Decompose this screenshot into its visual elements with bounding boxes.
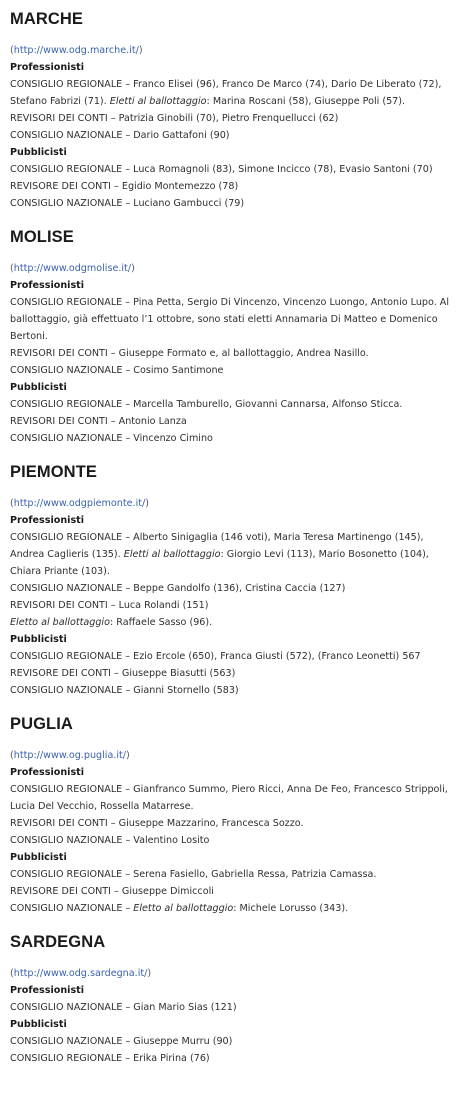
result-text: REVISORI DEI CONTI – Luca Rolandi (151) [10,600,209,611]
result-text: CONSIGLIO REGIONALE – Alberto Sinigaglia (146 voti), Maria Teresa Martinengo (145), Andrea Caglieris (135). [10,532,424,560]
result-text: CONSIGLIO NAZIONALE – Beppe Gandolfo (136), Cristina Caccia (127) [10,583,346,594]
paren-open: ( [10,263,14,274]
result-text: CONSIGLIO REGIONALE – Serena Fasiello, Gabriella Ressa, Patrizia Camassa. [10,869,377,880]
ballot-note: Eletto al ballottaggio [133,903,234,914]
election-result-line [10,345,460,362]
election-result-line [10,648,460,665]
election-result-line [10,883,460,900]
election-result-line [10,832,460,849]
region-section [10,8,460,212]
category-heading: Pubblicisti [10,852,67,863]
category-heading: Pubblicisti [10,634,67,645]
result-text: : Michele Lorusso (343). [233,903,349,914]
election-result-line [10,781,460,815]
paren-close: ) [138,45,143,56]
paren-close: ) [126,750,130,761]
category-heading: Professionisti [10,767,85,778]
result-text: : Marina Roscani (58), Giuseppe Poli (57). [206,96,406,107]
region-title: SARDEGNA [10,933,106,951]
region-section [10,461,460,699]
result-text: : Raffaele Sasso (96). [109,617,213,628]
election-result-line [10,580,460,597]
region-section [10,713,460,917]
result-text: CONSIGLIO NAZIONALE – Luciano Gambucci (79) [10,198,245,209]
result-text: CONSIGLIO REGIONALE – Erika Pirina (76) [10,1053,210,1064]
election-result-line [10,682,460,699]
region-website-link[interactable]: http://www.odg.sardegna.it/ [13,968,148,979]
election-result-line [10,76,460,110]
election-result-line [10,430,460,447]
election-result-line [10,529,460,580]
result-text: CONSIGLIO REGIONALE – Pina Petta, Sergio Di Vincenzo, Vincenzo Luongo, Antonio Lupo. Al ballottaggio, già effettuato l’1 ottobre, sono stati eletti Annamaria Di Matteo e Domenico Bertoni. [10,297,450,342]
ballot-note: Eletto al ballottaggio [10,617,110,628]
election-result-line [10,1050,460,1067]
category-heading: Professionisti [10,985,85,996]
result-text: CONSIGLIO REGIONALE – Ezio Ercole (650), Franca Giusti (572), (Franco Leonetti) 567 [10,651,421,662]
election-result-line [10,294,460,345]
result-text: CONSIGLIO NAZIONALE – Valentino Losito [10,835,210,846]
election-result-line [10,110,460,127]
election-result-line [10,127,460,144]
category-heading: Professionisti [10,280,85,291]
category-heading: Pubblicisti [10,382,67,393]
result-text: : Giorgio Levi (113), Mario Bosonetto (104), Chiara Priante (103). [10,549,429,577]
region-section [10,931,460,1067]
region-website-line [10,965,460,982]
result-text: REVISORI DEI CONTI – Antonio Lanza [10,416,187,427]
category-heading: Professionisti [10,62,85,73]
paren-open: ( [10,498,14,509]
result-text: CONSIGLIO REGIONALE – Marcella Tamburello, Giovanni Cannarsa, Alfonso Sticca. [10,399,403,410]
election-result-line [10,362,460,379]
region-title: MARCHE [10,10,84,28]
election-result-line [10,665,460,682]
region-website-link[interactable]: http://www.odgpiemonte.it/ [13,498,146,509]
category-heading: Pubblicisti [10,1019,67,1030]
election-result-line [10,900,460,917]
region-title: PUGLIA [10,715,73,733]
region-website-line [10,260,460,277]
result-text: CONSIGLIO NAZIONALE – Giuseppe Murru (90) [10,1036,233,1047]
paren-open: ( [10,750,14,761]
ballot-note: Eletti al ballottaggio [123,549,221,560]
election-result-line [10,195,460,212]
election-result-line [10,999,460,1016]
paren-close: ) [145,498,149,509]
section-spacer [10,699,460,713]
election-result-line [10,161,460,178]
result-text: CONSIGLIO NAZIONALE – Cosimo Santimone [10,365,224,376]
region-website-link[interactable]: http://www.og.puglia.it/ [13,750,127,761]
region-title: MOLISE [10,228,74,246]
election-result-line [10,597,460,614]
region-website-link[interactable]: http://www.odg.marche.it/ [13,45,139,56]
paren-open: ( [10,968,14,979]
paren-close: ) [147,968,152,979]
result-text: REVISORE DEI CONTI – Egidio Montemezzo (78) [10,181,239,192]
region-website-link[interactable]: http://www.odgmolise.it/ [13,263,132,274]
region-website-line [10,42,460,59]
region-website-line [10,747,460,764]
result-text: CONSIGLIO NAZIONALE – Vincenzo Cimino [10,433,213,444]
result-text: CONSIGLIO NAZIONALE – Gian Mario Sias (121) [10,1002,237,1013]
election-result-line [10,866,460,883]
election-result-line [10,396,460,413]
result-text: CONSIGLIO REGIONALE – Gianfranco Summo, Piero Ricci, Anna De Feo, Francesco Strippoli, Lucia Del Vecchio, Rossella Matarrese. [10,784,448,812]
region-website-line [10,495,460,512]
result-text: REVISORI DEI CONTI – Patrizia Ginobili (70), Pietro Frenquellucci (62) [10,113,339,124]
section-spacer [10,917,460,931]
region-title: PIEMONTE [10,463,97,481]
result-text: REVISORI DEI CONTI – Giuseppe Mazzarino, Francesca Sozzo. [10,818,304,829]
result-text: REVISORE DEI CONTI – Giuseppe Dimiccoli [10,886,214,897]
section-spacer [10,447,460,461]
paren-open: ( [10,45,14,56]
paren-close: ) [131,263,135,274]
category-heading: Professionisti [10,515,85,526]
ballot-note: Eletti al ballottaggio [109,96,207,107]
result-text: REVISORE DEI CONTI – Giuseppe Biasutti (563) [10,668,236,679]
result-text: CONSIGLIO NAZIONALE – [10,903,134,914]
result-text: REVISORI DEI CONTI – Giuseppe Formato e, al ballottaggio, Andrea Nasillo. [10,348,369,359]
election-result-line [10,614,460,631]
region-section [10,226,460,447]
category-heading: Pubblicisti [10,147,67,158]
election-result-line [10,178,460,195]
result-text: CONSIGLIO NAZIONALE – Dario Gattafoni (90) [10,130,230,141]
result-text: CONSIGLIO REGIONALE – Franco Elisei (96), Franco De Marco (74), Dario De Liberato (72), Stefano Fabrizi (71). [10,79,442,107]
election-result-line [10,413,460,430]
result-text: CONSIGLIO NAZIONALE – Gianni Stornello (583) [10,685,239,696]
section-spacer [10,212,460,226]
election-result-line [10,1033,460,1050]
election-result-line [10,815,460,832]
result-text: CONSIGLIO REGIONALE – Luca Romagnoli (83), Simone Incicco (78), Evasio Santoni (70) [10,164,433,175]
